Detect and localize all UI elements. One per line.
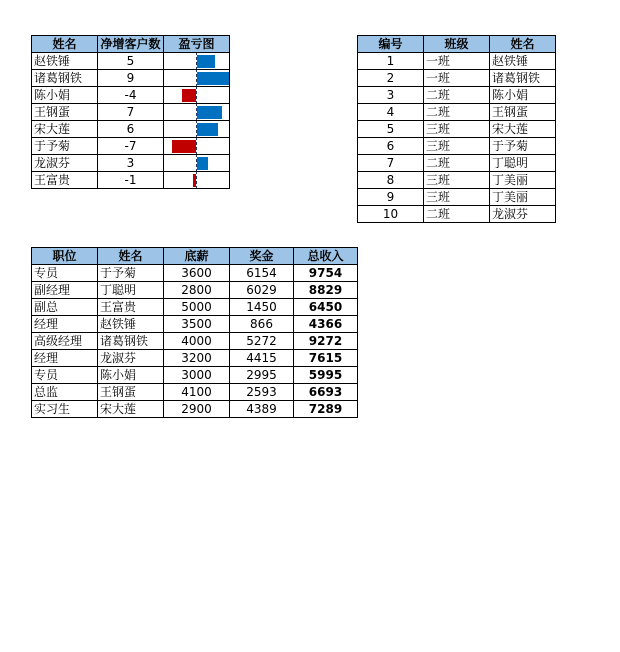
table-cell[interactable]: 诸葛钢铁 (98, 333, 164, 350)
table-cell[interactable]: 陈小娟 (98, 367, 164, 384)
table-row (32, 299, 358, 316)
table-cell[interactable]: 总监 (32, 384, 98, 401)
chart-axis-line (196, 87, 197, 104)
table-row (358, 189, 556, 206)
table-cell[interactable]: 2593 (230, 384, 294, 401)
positive-bar (197, 55, 215, 68)
table-cell[interactable]: 5 (98, 53, 164, 70)
table-row (32, 367, 358, 384)
table-cell[interactable]: 10 (358, 206, 424, 223)
table-cell[interactable]: 龙淑芬 (32, 155, 98, 172)
table-row (358, 53, 556, 70)
table-cell[interactable]: 王富贵 (32, 172, 98, 189)
table-row (32, 121, 230, 138)
column-header[interactable]: 总收入 (294, 248, 358, 265)
table-row (358, 155, 556, 172)
table-cell[interactable]: 二班 (424, 155, 490, 172)
table-cell[interactable]: 诸葛钢铁 (32, 70, 98, 87)
table-cell[interactable]: 于予菊 (490, 138, 556, 155)
table-row (32, 138, 230, 155)
table-cell[interactable]: 5272 (230, 333, 294, 350)
table-row (32, 172, 230, 189)
table-cell[interactable]: 4 (358, 104, 424, 121)
winloss-chart-cell[interactable] (164, 87, 230, 104)
table-row (32, 333, 358, 350)
table-cell[interactable]: 宋大莲 (98, 401, 164, 418)
table-cell[interactable]: 866 (230, 316, 294, 333)
winloss-chart-cell[interactable] (164, 121, 230, 138)
table-cell[interactable]: 8829 (294, 282, 358, 299)
column-header[interactable]: 盈亏图 (164, 36, 230, 53)
table-cell[interactable]: 3000 (164, 367, 230, 384)
table-cell[interactable]: 6 (98, 121, 164, 138)
table-cell[interactable]: 于予菊 (98, 265, 164, 282)
table-cell[interactable]: 赵铁锤 (32, 53, 98, 70)
table-row (358, 172, 556, 189)
table-cell[interactable]: 6693 (294, 384, 358, 401)
winloss-chart-cell[interactable] (164, 138, 230, 155)
customer-gain-table (31, 35, 230, 189)
table-cell[interactable]: 9 (358, 189, 424, 206)
table-cell[interactable]: 6029 (230, 282, 294, 299)
table-cell[interactable]: 于予菊 (32, 138, 98, 155)
table-row (32, 401, 358, 418)
table-header-row (32, 36, 230, 53)
table-cell[interactable]: 赵铁锤 (490, 53, 556, 70)
salary-table (31, 247, 358, 418)
table-cell[interactable]: 宋大莲 (32, 121, 98, 138)
column-header[interactable]: 底薪 (164, 248, 230, 265)
table-cell[interactable]: -4 (98, 87, 164, 104)
table-cell[interactable]: 二班 (424, 87, 490, 104)
table-cell[interactable]: 副经理 (32, 282, 98, 299)
table-cell[interactable]: 1 (358, 53, 424, 70)
table-cell[interactable]: 3200 (164, 350, 230, 367)
table-row (32, 265, 358, 282)
table-cell[interactable]: 实习生 (32, 401, 98, 418)
table-cell[interactable]: 陈小娟 (490, 87, 556, 104)
table-cell[interactable]: 4366 (294, 316, 358, 333)
table-row (32, 316, 358, 333)
winloss-chart-cell[interactable] (164, 53, 230, 70)
table-cell[interactable]: 三班 (424, 172, 490, 189)
table-cell[interactable]: 9 (98, 70, 164, 87)
table-cell[interactable]: 三班 (424, 189, 490, 206)
table-cell[interactable]: 二班 (424, 206, 490, 223)
winloss-chart-cell[interactable] (164, 70, 230, 87)
table-row (358, 87, 556, 104)
column-header[interactable]: 编号 (358, 36, 424, 53)
table-cell[interactable]: 王钢蛋 (32, 104, 98, 121)
chart-axis-line (196, 172, 197, 189)
negative-bar (172, 140, 196, 153)
positive-bar (197, 123, 218, 136)
table-cell[interactable]: 一班 (424, 53, 490, 70)
winloss-chart-cell[interactable] (164, 172, 230, 189)
winloss-chart-cell[interactable] (164, 155, 230, 172)
table-cell[interactable]: 龙淑芬 (490, 206, 556, 223)
positive-bar (197, 72, 229, 85)
table-row (32, 282, 358, 299)
table-cell[interactable]: 专员 (32, 265, 98, 282)
table-cell[interactable]: 专员 (32, 367, 98, 384)
column-header[interactable]: 净增客户数 (98, 36, 164, 53)
table-cell[interactable]: 5 (358, 121, 424, 138)
table-cell[interactable]: 6 (358, 138, 424, 155)
table-row (358, 70, 556, 87)
table-cell[interactable]: 王钢蛋 (98, 384, 164, 401)
positive-bar (197, 106, 222, 119)
table-cell[interactable]: 7615 (294, 350, 358, 367)
table-cell[interactable]: 4000 (164, 333, 230, 350)
winloss-chart-cell[interactable] (164, 104, 230, 121)
table-cell[interactable]: 王钢蛋 (490, 104, 556, 121)
table-cell[interactable]: 3600 (164, 265, 230, 282)
table-cell[interactable]: -7 (98, 138, 164, 155)
table-row (32, 87, 230, 104)
table-header-row (32, 248, 358, 265)
table-header-row (358, 36, 556, 53)
table-row (32, 104, 230, 121)
table-row (32, 384, 358, 401)
negative-bar (182, 89, 196, 102)
table-cell[interactable]: 7 (98, 104, 164, 121)
table-cell[interactable]: 高级经理 (32, 333, 98, 350)
table-cell[interactable]: 二班 (424, 104, 490, 121)
table-cell[interactable]: 4415 (230, 350, 294, 367)
table-cell[interactable]: 8 (358, 172, 424, 189)
table-cell[interactable]: 6450 (294, 299, 358, 316)
table-cell[interactable]: -1 (98, 172, 164, 189)
column-header[interactable]: 姓名 (32, 36, 98, 53)
column-header[interactable]: 姓名 (98, 248, 164, 265)
table-cell[interactable]: 7289 (294, 401, 358, 418)
column-header[interactable]: 班级 (424, 36, 490, 53)
table-cell[interactable]: 丁聪明 (490, 155, 556, 172)
table-cell[interactable]: 王富贵 (98, 299, 164, 316)
column-header[interactable]: 奖金 (230, 248, 294, 265)
table-cell[interactable]: 三班 (424, 138, 490, 155)
table-row (358, 121, 556, 138)
table-row (358, 206, 556, 223)
chart-axis-line (196, 138, 197, 155)
table-cell[interactable]: 宋大莲 (490, 121, 556, 138)
table-row (32, 53, 230, 70)
table-cell[interactable]: 龙淑芬 (98, 350, 164, 367)
table-cell[interactable]: 1450 (230, 299, 294, 316)
table-cell[interactable]: 2800 (164, 282, 230, 299)
table-cell[interactable]: 2900 (164, 401, 230, 418)
column-header[interactable]: 姓名 (490, 36, 556, 53)
table-cell[interactable]: 3 (358, 87, 424, 104)
negative-bar (193, 174, 196, 187)
table-cell[interactable]: 2 (358, 70, 424, 87)
table-cell[interactable]: 9272 (294, 333, 358, 350)
table-cell[interactable]: 经理 (32, 350, 98, 367)
table-cell[interactable]: 一班 (424, 70, 490, 87)
table-cell[interactable]: 三班 (424, 121, 490, 138)
positive-bar (197, 157, 208, 170)
table-row (32, 155, 230, 172)
table-cell[interactable]: 4389 (230, 401, 294, 418)
table-cell[interactable]: 3 (98, 155, 164, 172)
table-cell[interactable]: 副总 (32, 299, 98, 316)
table-row (32, 70, 230, 87)
column-header[interactable]: 职位 (32, 248, 98, 265)
table-cell[interactable]: 4100 (164, 384, 230, 401)
table-row (358, 138, 556, 155)
table-cell[interactable]: 2995 (230, 367, 294, 384)
table-cell[interactable]: 7 (358, 155, 424, 172)
table-cell[interactable]: 赵铁锤 (98, 316, 164, 333)
table-cell[interactable]: 5995 (294, 367, 358, 384)
table-cell[interactable]: 丁聪明 (98, 282, 164, 299)
table-cell[interactable]: 3500 (164, 316, 230, 333)
table-cell[interactable]: 丁美丽 (490, 172, 556, 189)
table-cell[interactable]: 6154 (230, 265, 294, 282)
table-cell[interactable]: 经理 (32, 316, 98, 333)
table-row (32, 350, 358, 367)
table-cell[interactable]: 陈小娟 (32, 87, 98, 104)
table-cell[interactable]: 5000 (164, 299, 230, 316)
class-roster-table (357, 35, 556, 223)
table-row (358, 104, 556, 121)
table-cell[interactable]: 丁美丽 (490, 189, 556, 206)
table-cell[interactable]: 9754 (294, 265, 358, 282)
table-cell[interactable]: 诸葛钢铁 (490, 70, 556, 87)
